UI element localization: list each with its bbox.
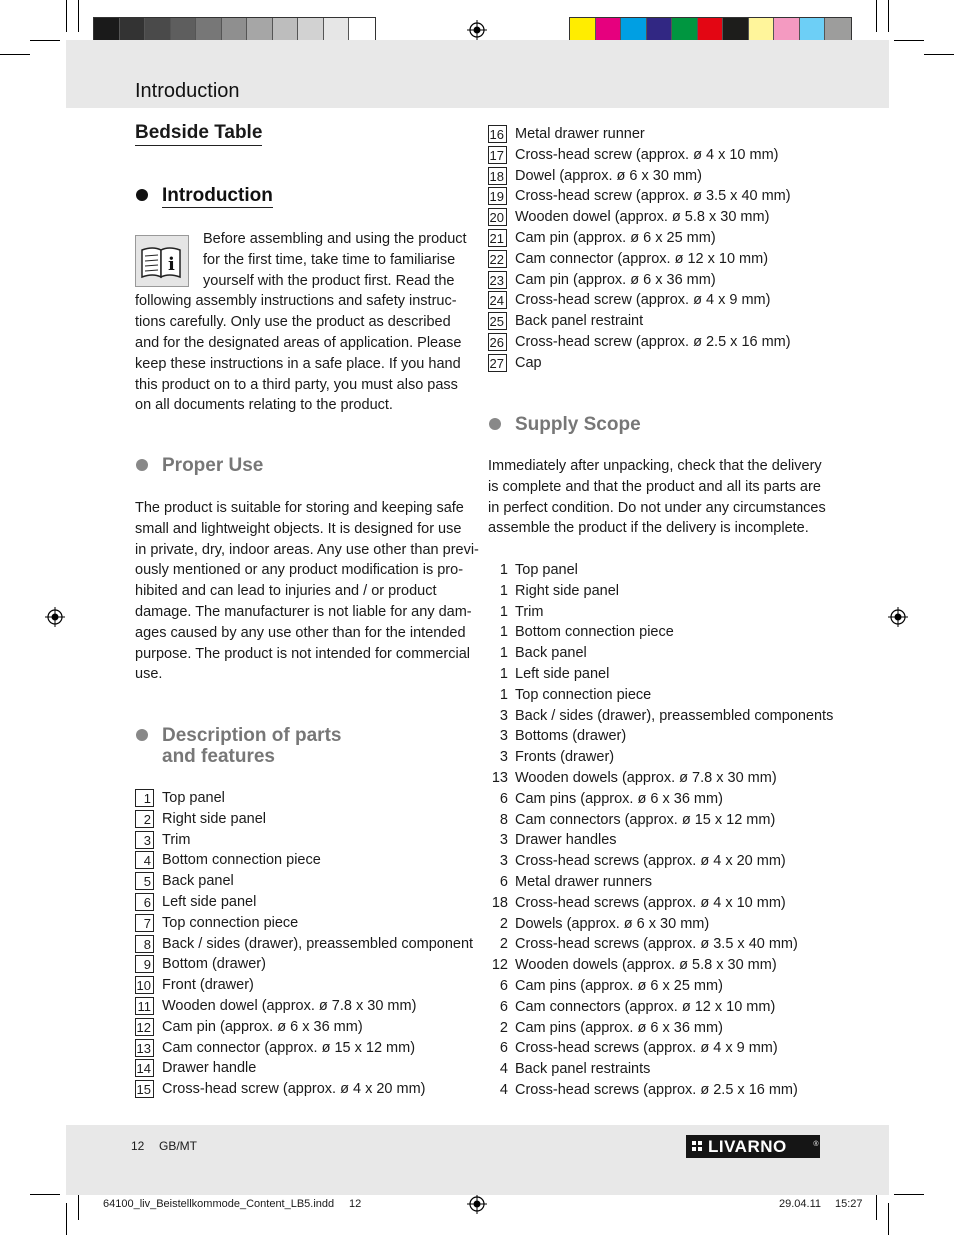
supply-label: Cam connectors (approx. ø 12 x 10 mm)	[515, 998, 776, 1015]
supply-item	[488, 955, 828, 975]
text-line: this product on to a third party, you must also pass	[135, 376, 458, 393]
supply-quantity: 3	[499, 853, 508, 870]
color-swatch	[349, 18, 375, 42]
color-swatch	[273, 18, 299, 42]
text-line: on all documents relating to the product.	[135, 397, 393, 414]
supply-label: Cross-head screws (approx. ø 4 x 9 mm)	[515, 1040, 778, 1057]
color-swatch	[196, 18, 222, 42]
part-label: Cam connector (approx. ø 12 x 10 mm)	[515, 250, 769, 267]
part-number: 24	[488, 291, 507, 309]
text-line: assemble the product if the delivery is incomplete.	[488, 520, 809, 537]
part-number: 4	[135, 851, 154, 869]
supply-item	[488, 581, 828, 601]
supply-item	[488, 810, 828, 830]
supply-quantity: 3	[499, 728, 508, 745]
supply-label: Drawer handles	[515, 832, 617, 849]
part-number: 5	[135, 872, 154, 890]
color-swatch	[596, 18, 622, 42]
supply-quantity: 12	[491, 957, 508, 974]
part-label: Dowel (approx. ø 6 x 30 mm)	[515, 167, 702, 184]
registration-mark-icon	[467, 1194, 487, 1214]
part-number: 3	[135, 831, 154, 849]
crop-mark	[924, 54, 954, 55]
part-number: 1	[135, 789, 154, 807]
slug-filename: 64100_liv_Beistellkommode_Content_LB5.indd	[103, 1198, 335, 1210]
supply-label: Dowels (approx. ø 6 x 30 mm)	[515, 915, 710, 932]
text-line: use.	[135, 666, 163, 683]
supply-quantity: 6	[499, 874, 508, 890]
supply-label: Cross-head screws (approx. ø 3.5 x 40 mm)	[515, 936, 798, 953]
part-label: Cross-head screw (approx. ø 4 x 9 mm)	[515, 292, 771, 309]
supply-label: Left side panel	[515, 666, 610, 682]
supply-scope-heading: Supply Scope	[515, 414, 641, 435]
page-header-title: Introduction	[135, 80, 240, 102]
crop-mark	[894, 1194, 924, 1195]
supply-label: Top connection piece	[515, 686, 652, 703]
logo-squares-icon	[692, 1141, 703, 1152]
supply-quantity: 6	[499, 978, 508, 994]
supply-quantity: 3	[499, 749, 508, 766]
part-number: 15	[135, 1080, 154, 1098]
supply-quantity: 6	[499, 998, 508, 1015]
section-bullet-icon	[136, 189, 148, 201]
supply-item	[488, 643, 828, 663]
supply-label: Right side panel	[515, 582, 619, 599]
crop-mark	[66, 1203, 67, 1235]
text-line: Immediately after unpacking, check that the delivery	[488, 458, 822, 474]
supply-item	[488, 1018, 828, 1038]
slug-date: 29.04.11	[779, 1198, 822, 1210]
text-line: following assembly instructions and safety instruc-	[135, 293, 457, 310]
supply-label: Cross-head screws (approx. ø 4 x 20 mm)	[515, 853, 786, 870]
supply-quantity: 1	[499, 666, 508, 682]
crop-mark	[66, 0, 67, 32]
crop-mark	[876, 0, 877, 32]
supply-item	[488, 560, 828, 580]
supply-quantity: 8	[499, 811, 508, 828]
proper-use-heading: Proper Use	[162, 455, 264, 476]
crop-mark	[888, 0, 889, 32]
part-number: 22	[488, 250, 507, 268]
supply-label: Trim	[515, 603, 544, 620]
text-line: damage. The manufacturer is not liable for any dam-	[135, 603, 472, 620]
supply-item	[488, 789, 828, 809]
supply-label: Cam connectors (approx. ø 15 x 12 mm)	[515, 811, 776, 828]
part-label: Back panel restraint	[515, 313, 644, 330]
supply-quantity: 2	[499, 936, 508, 953]
text-line: in perfect condition. Do not under any circumstances	[488, 499, 826, 516]
supply-quantity: 1	[499, 624, 508, 641]
color-swatch	[800, 18, 826, 42]
supply-quantity: 1	[499, 582, 508, 599]
text-line: The product is suitable for storing and keeping safe	[135, 500, 464, 516]
part-label: Trim	[162, 831, 191, 848]
locale-code: GB/MT	[159, 1139, 197, 1153]
crop-mark	[0, 54, 30, 55]
part-number: 17	[488, 146, 507, 164]
part-number: 8	[135, 935, 154, 953]
part-number: 21	[488, 229, 507, 247]
supply-item	[488, 872, 828, 892]
supply-label: Metal drawer runners	[515, 874, 652, 890]
color-swatch	[247, 18, 273, 42]
part-label: Top panel	[162, 790, 225, 806]
registration-mark-icon	[467, 20, 487, 40]
part-number: 10	[135, 976, 154, 994]
text-line: keep these instructions in a safe place. If you hand	[135, 355, 461, 372]
crop-mark	[888, 1203, 889, 1235]
color-swatch	[723, 18, 749, 42]
supply-label: Bottoms (drawer)	[515, 728, 627, 745]
part-label: Cam pin (approx. ø 6 x 25 mm)	[515, 230, 716, 246]
supply-label: Cross-head screws (approx. ø 2.5 x 16 mm)	[515, 1082, 798, 1098]
color-swatch	[324, 18, 350, 42]
part-label: Wooden dowel (approx. ø 5.8 x 30 mm)	[515, 209, 770, 226]
supply-label: Back panel restraints	[515, 1061, 651, 1078]
svg-text:i: i	[168, 254, 175, 275]
text-line: Before assembling and using the product	[203, 231, 467, 247]
color-swatch	[222, 18, 248, 42]
supply-item	[488, 726, 828, 746]
part-number: 6	[135, 893, 154, 911]
supply-label: Fronts (drawer)	[515, 749, 615, 766]
part-label: Bottom connection piece	[162, 852, 321, 869]
color-swatch	[825, 18, 851, 42]
crop-mark	[30, 1194, 60, 1195]
supply-label: Wooden dowels (approx. ø 7.8 x 30 mm)	[515, 770, 777, 786]
part-number: 12	[135, 1018, 154, 1036]
color-swatch	[94, 18, 120, 42]
supply-item	[488, 830, 828, 850]
supply-item	[488, 685, 828, 705]
part-number: 20	[488, 208, 507, 226]
supply-item	[488, 1059, 828, 1079]
proper-use-text	[135, 498, 479, 685]
part-number: 14	[135, 1059, 154, 1077]
crop-mark	[894, 40, 924, 41]
supply-quantity: 13	[491, 770, 508, 786]
text-line: for the first time, take time to familiarise	[203, 251, 456, 268]
supply-label: Back / sides (drawer), preassembled components	[515, 707, 834, 724]
supply-quantity: 6	[499, 790, 508, 807]
supply-item	[488, 602, 828, 622]
document-title: Bedside Table	[135, 122, 262, 146]
part-label: Bottom (drawer)	[162, 956, 266, 973]
supply-scope-text	[488, 456, 828, 539]
color-swatch	[698, 18, 724, 42]
supply-item	[488, 934, 828, 954]
color-swatch	[171, 18, 197, 42]
part-label: Cam pin (approx. ø 6 x 36 mm)	[162, 1018, 363, 1035]
part-label: Drawer handle	[162, 1060, 257, 1077]
registration-mark-icon	[45, 607, 65, 627]
color-swatch	[672, 18, 698, 42]
text-line: is complete and that the product and all its parts are	[488, 478, 821, 495]
text-line: purpose. The product is not intended for commercial	[135, 645, 471, 662]
supply-quantity: 1	[499, 603, 508, 620]
supply-quantity: 18	[491, 894, 508, 911]
supply-item	[488, 664, 828, 684]
text-line: ages caused by any use other than for the intended	[135, 624, 466, 641]
part-number: 26	[488, 333, 507, 351]
color-swatch	[621, 18, 647, 42]
supply-quantity: 6	[499, 1040, 508, 1057]
part-number: 18	[488, 167, 507, 185]
supply-label: Cam pins (approx. ø 6 x 36 mm)	[515, 790, 723, 807]
text-line: hibited and can lead to injuries and / or product	[135, 583, 437, 600]
supply-item	[488, 768, 828, 788]
part-label: Top connection piece	[162, 914, 299, 931]
supply-quantity: 2	[499, 915, 508, 932]
section-bullet-icon	[136, 729, 148, 741]
text-line: ously mentioned or any product modification is pro-	[135, 562, 464, 579]
part-label: Left side panel	[162, 894, 257, 910]
part-label: Back / sides (drawer), preassembled component	[162, 935, 474, 952]
part-number: 16	[488, 125, 507, 143]
color-swatch	[774, 18, 800, 42]
part-number: 27	[488, 354, 507, 372]
color-swatch	[570, 18, 596, 42]
part-label: Cross-head screw (approx. ø 4 x 20 mm)	[162, 1081, 426, 1098]
text-line: in private, dry, indoor areas. Any use other than previ-	[135, 541, 479, 558]
part-number: 7	[135, 914, 154, 932]
text-line: small and lightweight objects. It is designed for use	[135, 520, 462, 537]
part-label: Metal drawer runner	[515, 126, 645, 142]
section-bullet-icon	[136, 459, 148, 471]
supply-quantity: 3	[499, 707, 508, 724]
registration-mark-icon	[888, 607, 908, 627]
supply-quantity: 1	[499, 562, 508, 578]
part-label: Back panel	[162, 873, 234, 890]
supply-label: Wooden dowels (approx. ø 5.8 x 30 mm)	[515, 957, 777, 974]
crop-mark	[30, 40, 60, 41]
supply-item	[488, 747, 828, 767]
description-heading: Description of parts and features	[162, 725, 342, 767]
supply-item	[488, 976, 828, 996]
slug-page: 12	[349, 1198, 362, 1210]
supply-label: Top panel	[515, 562, 578, 578]
part-label: Cam pin (approx. ø 6 x 36 mm)	[515, 271, 716, 288]
part-label: Cam connector (approx. ø 15 x 12 mm)	[162, 1039, 416, 1056]
text-line: yourself with the product first. Read the	[203, 272, 455, 289]
supply-quantity: 4	[499, 1061, 508, 1078]
supply-label: Bottom connection piece	[515, 624, 674, 641]
supply-item	[488, 622, 828, 642]
supply-item	[488, 706, 834, 726]
introduction-heading: Introduction	[162, 185, 273, 206]
supply-item	[488, 893, 828, 913]
part-label: Cross-head screw (approx. ø 3.5 x 40 mm)	[515, 188, 791, 205]
part-label: Cross-head screw (approx. ø 4 x 10 mm)	[515, 146, 779, 163]
text-line: and for the designated areas of application. Please	[135, 334, 462, 351]
part-label: Cross-head screw (approx. ø 2.5 x 16 mm)	[515, 334, 791, 350]
supply-quantity: 3	[499, 832, 508, 849]
supply-item	[488, 997, 828, 1017]
supply-quantity: 1	[499, 645, 508, 662]
supply-label: Cam pins (approx. ø 6 x 36 mm)	[515, 1019, 723, 1036]
supply-quantity: 2	[499, 1019, 508, 1036]
slug-time: 15:27	[835, 1198, 863, 1210]
part-number: 19	[488, 187, 507, 205]
supply-label: Cam pins (approx. ø 6 x 25 mm)	[515, 978, 723, 994]
part-label: Cap	[515, 354, 542, 371]
supply-item	[488, 1080, 828, 1100]
part-number: 2	[135, 810, 154, 828]
supply-label: Back panel	[515, 645, 587, 662]
supply-quantity: 1	[499, 686, 508, 703]
part-number: 9	[135, 955, 154, 973]
part-number: 23	[488, 271, 507, 289]
supply-label: Cross-head screws (approx. ø 4 x 10 mm)	[515, 894, 786, 911]
section-bullet-icon	[489, 418, 501, 430]
part-label: Right side panel	[162, 810, 266, 827]
crop-mark	[78, 0, 79, 32]
color-swatch	[749, 18, 775, 42]
page-number: 12	[131, 1139, 145, 1153]
color-swatch	[120, 18, 146, 42]
supply-item	[488, 851, 828, 871]
introduction-text	[135, 229, 470, 416]
color-swatch	[298, 18, 324, 42]
part-label: Front (drawer)	[162, 977, 254, 994]
color-swatch	[647, 18, 673, 42]
supply-item	[488, 914, 828, 934]
part-label: Wooden dowel (approx. ø 7.8 x 30 mm)	[162, 998, 417, 1014]
part-number: 13	[135, 1039, 154, 1057]
text-line: tions carefully. Only use the product as described	[135, 314, 451, 331]
brand-logo: LIVARNO ®	[686, 1135, 820, 1158]
color-swatch	[145, 18, 171, 42]
supply-quantity: 4	[499, 1082, 508, 1098]
part-number: 11	[135, 997, 154, 1015]
part-number: 25	[488, 312, 507, 330]
supply-item	[488, 1038, 828, 1058]
